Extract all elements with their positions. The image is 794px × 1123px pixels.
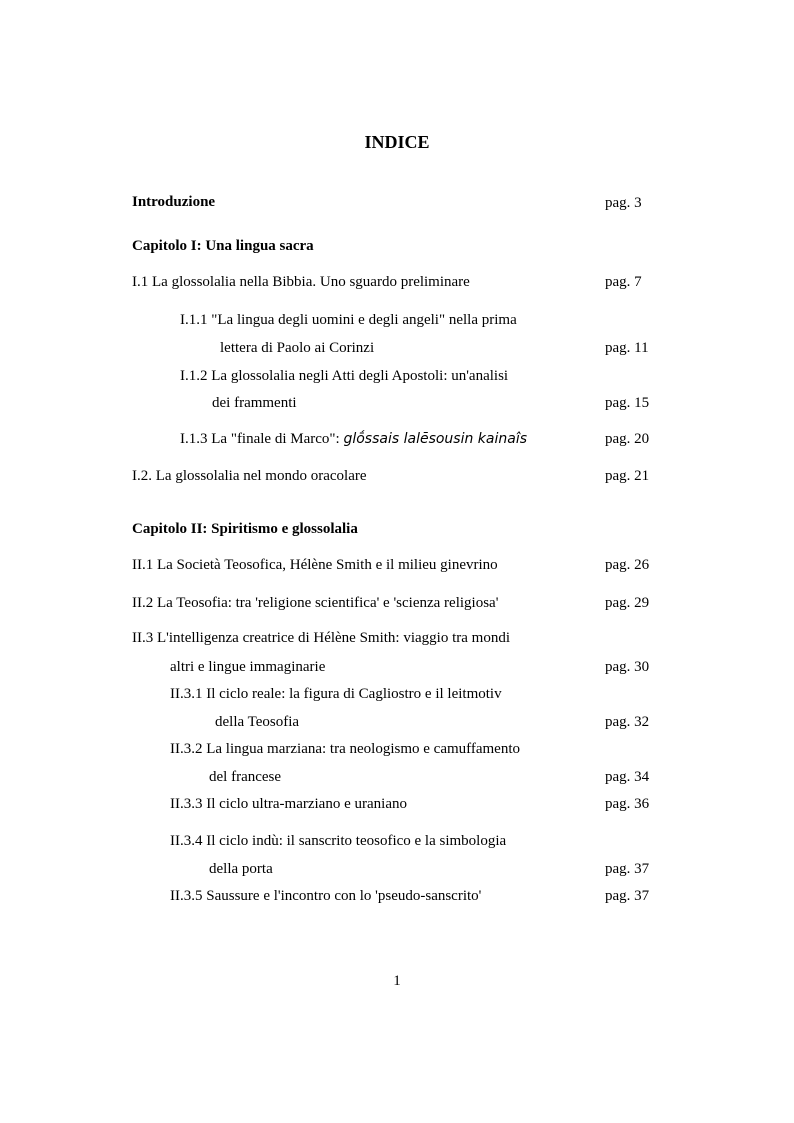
toc-entry-continuation: della porta: [209, 861, 273, 877]
toc-page-number: pag. 32: [605, 714, 650, 730]
toc-page-number: pag. 34: [605, 769, 650, 785]
toc-entry: II.3.1 Il ciclo reale: la figura di Cagliostro e il leitmotiv: [170, 686, 502, 702]
toc-entry: [180, 429, 527, 449]
chapter-heading: Capitolo I: Una lingua sacra: [132, 238, 314, 254]
toc-entry-continuation: dei frammenti: [212, 395, 297, 411]
toc-page-number: pag. 36: [605, 796, 650, 812]
toc-entry-continuation: altri e lingue immaginarie: [170, 659, 326, 675]
toc-page-number: pag. 11: [605, 340, 649, 356]
toc-entry: I.1.2 La glossolalia negli Atti degli Apostoli: un'analisi: [180, 368, 509, 384]
toc-entry: I.2. La glossolalia nel mondo oracolare: [132, 468, 367, 484]
toc-page-number: pag. 21: [605, 468, 650, 484]
toc-entry: II.1 La Società Teosofica, Hélène Smith e il milieu ginevrino: [132, 557, 498, 573]
toc-entry: II.3.4 Il ciclo indù: il sanscrito teosofico e la simbologia: [170, 833, 507, 849]
toc-page-number: pag. 37: [605, 888, 650, 904]
toc-entry: I.1.1 "La lingua degli uomini e degli angeli" nella prima: [180, 312, 517, 328]
toc-page-number: pag. 3: [605, 195, 642, 211]
toc-entry: II.2 La Teosofia: tra 'religione scientifica' e 'scienza religiosa': [132, 595, 499, 611]
toc-entry: II.3.3 Il ciclo ultra-marziano e uraniano: [170, 796, 407, 812]
toc-page-number: pag. 30: [605, 659, 650, 675]
toc-page-number: pag. 26: [605, 557, 650, 573]
toc-page-number: pag. 29: [605, 595, 650, 611]
toc-page-number: pag. 37: [605, 861, 650, 877]
chapter-heading: Capitolo II: Spiritismo e glossolalia: [132, 521, 358, 537]
toc-entry: II.3.2 La lingua marziana: tra neologismo e camuffamento: [170, 741, 521, 757]
toc-entry: II.3.5 Saussure e l'incontro con lo 'pseudo-sanscrito': [170, 888, 482, 904]
toc-page-number: pag. 7: [605, 274, 642, 290]
footer-page-number: 1: [393, 973, 401, 989]
toc-entry-continuation: del francese: [209, 769, 282, 785]
toc-entry-text: I.1.3 La "finale di Marco":: [180, 431, 344, 447]
toc-entry-continuation: della Teosofia: [215, 714, 300, 730]
greek-transliteration: glṓssais lalēsousin kainaîs: [343, 431, 528, 447]
page-title: INDICE: [364, 132, 430, 152]
toc-entry-continuation: lettera di Paolo ai Corinzi: [220, 340, 375, 356]
toc-page-number: pag. 15: [605, 395, 650, 411]
toc-entry-introduzione: Introduzione: [132, 194, 216, 210]
toc-entry: I.1 La glossolalia nella Bibbia. Uno sguardo preliminare: [132, 274, 470, 290]
toc-entry: II.3 L'intelligenza creatrice di Hélène Smith: viaggio tra mondi: [132, 630, 510, 646]
toc-page-number: pag. 20: [605, 431, 650, 447]
